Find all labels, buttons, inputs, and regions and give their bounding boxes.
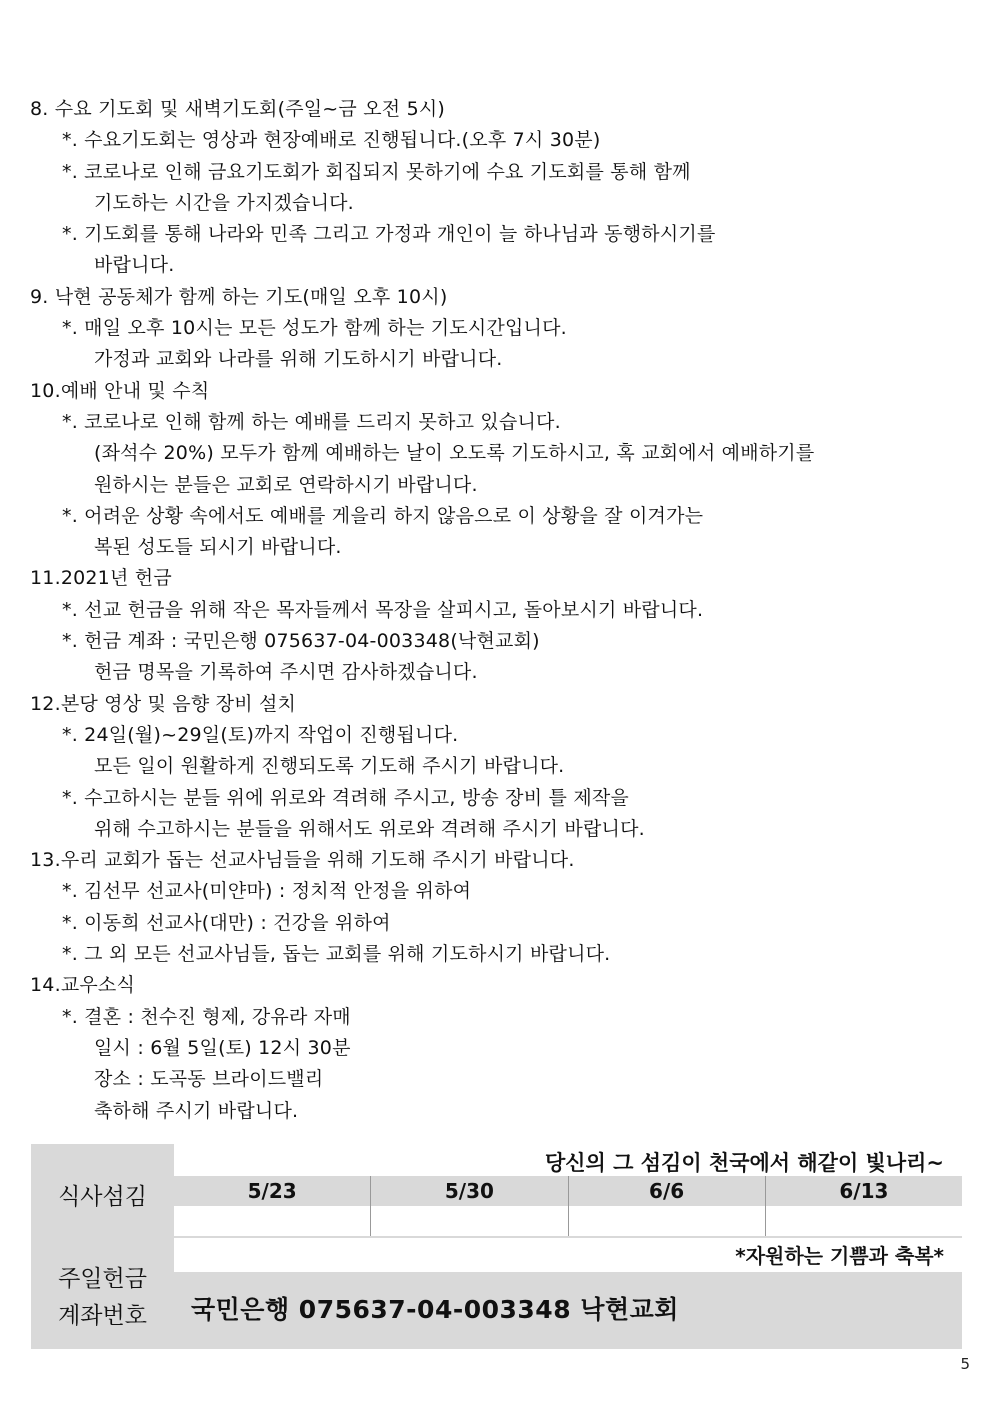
- section-heading: 11.2021년 헌금: [30, 567, 172, 590]
- announcement-line: *. 어려운 상황 속에서도 예배를 게을리 하지 않음으로 이 상황을 잘 이겨가는: [62, 504, 704, 527]
- account-label: 계좌번호: [58, 1303, 147, 1329]
- announcement-line: 가정과 교회와 나라를 위해 기도하시기 바랍니다.: [94, 348, 503, 371]
- announcement-line: *. 결혼 : 천수진 형제, 강유라 자매: [62, 1005, 351, 1028]
- announcement-line: 바랍니다.: [94, 254, 175, 277]
- announcement-line: 모든 일이 원활하게 진행되도록 기도해 주시기 바랍니다.: [94, 755, 565, 778]
- announcement-line: *. 수요기도회는 영상과 현장예배로 진행됩니다.(오후 7시 30분): [62, 129, 601, 152]
- announcement-line: *. 헌금 계좌 : 국민은행 075637-04-003348(낙현교회): [62, 630, 540, 653]
- slogan: 당신의 그 섬김이 천국에서 해같이 빛나리~: [544, 1151, 944, 1175]
- announcement-line: *. 코로나로 인해 함께 하는 예배를 드리지 못하고 있습니다.: [62, 410, 561, 433]
- offering-note: *자원하는 기쁨과 축복*: [735, 1244, 944, 1268]
- volunteer-cell: [766, 1206, 962, 1236]
- announcement-line: 축하해 주시기 바랍니다.: [94, 1099, 299, 1122]
- page-number: 5: [960, 1355, 970, 1373]
- volunteer-cell: [371, 1206, 568, 1236]
- section-heading: 13.우리 교회가 돕는 선교사님들을 위해 기도해 주시기 바랍니다.: [30, 849, 575, 872]
- offering-note-band: [174, 1238, 962, 1272]
- announcement-line: *. 수고하시는 분들 위에 위로와 격려해 주시고, 방송 장비 틀 제작을: [62, 786, 629, 809]
- announcement-body: [30, 94, 970, 1127]
- announcement-line: 기도하는 시간을 가지겠습니다.: [94, 191, 354, 214]
- announcement-line: 원하시는 분들은 교회로 연락하시기 바랍니다.: [94, 473, 478, 496]
- date-header-row: [174, 1176, 962, 1206]
- announcement-line: 장소 : 도곡동 브라이드밸리: [94, 1068, 324, 1091]
- announcement-line: *. 코로나로 인해 금요기도회가 회집되지 못하기에 수요 기도회를 통해 함께: [62, 160, 691, 183]
- volunteer-cell: [174, 1206, 371, 1236]
- section-heading: 10.예배 안내 및 수칙: [30, 379, 210, 402]
- date-cell: 5/30: [371, 1176, 568, 1206]
- announcement-line: *. 이동희 선교사(대만) : 건강을 위하여: [62, 911, 391, 934]
- announcement-line: *. 매일 오후 10시는 모든 성도가 함께 하는 기도시간입니다.: [62, 317, 567, 340]
- volunteer-cell: [569, 1206, 766, 1236]
- offering-label: 주일헌금: [58, 1266, 147, 1292]
- announcement-line: *. 기도회를 통해 나라와 민족 그리고 가정과 개인이 늘 하나님과 동행하시기를: [62, 223, 716, 246]
- announcement-line: *. 선교 헌금을 위해 작은 목자들께서 목장을 살피시고, 돌아보시기 바랍니다.: [62, 598, 704, 621]
- date-cell: 6/13: [839, 1179, 889, 1203]
- bank-account: 국민은행 075637-04-003348 낙현교회: [191, 1295, 679, 1324]
- announcement-line: 복된 성도들 되시기 바랍니다.: [94, 536, 342, 559]
- announcement-line: *. 김선무 선교사(미얀마) : 정치적 안정을 위하여: [62, 880, 472, 903]
- section-heading: 8. 수요 기도회 및 새벽기도회(주일~금 오전 5시): [30, 98, 446, 120]
- section-heading: 12.본당 영상 및 음향 장비 설치: [30, 692, 297, 715]
- meal-volunteer-row: [174, 1206, 962, 1236]
- section-heading: 14.교우소식: [30, 974, 136, 997]
- meal-service-label: 식사섬김: [58, 1184, 147, 1210]
- announcement-line: 위해 수고하시는 분들을 위해서도 위로와 격려해 주시기 바랍니다.: [94, 817, 645, 840]
- section-heading: 9. 낙현 공동체가 함께 하는 기도(매일 오후 10시): [30, 285, 448, 308]
- service-info-box: [31, 1144, 962, 1349]
- announcement-line: *. 그 외 모든 선교사님들, 돕는 교회를 위해 기도하시기 바랍니다.: [62, 943, 611, 966]
- announcement-line: 헌금 명목을 기록하여 주시면 감사하겠습니다.: [94, 661, 478, 684]
- date-cell: 6/6: [569, 1176, 766, 1206]
- announcement-line: *. 24일(월)~29일(토)까지 작업이 진행됩니다.: [62, 723, 459, 746]
- announcement-line: 일시 : 6월 5일(토) 12시 30분: [94, 1036, 351, 1059]
- announcement-line: (좌석수 20%) 모두가 함께 예배하는 날이 오도록 기도하시고, 혹 교회에서 예배하기를: [94, 442, 815, 465]
- label-column: [31, 1144, 174, 1349]
- date-cell: 5/23: [174, 1176, 371, 1206]
